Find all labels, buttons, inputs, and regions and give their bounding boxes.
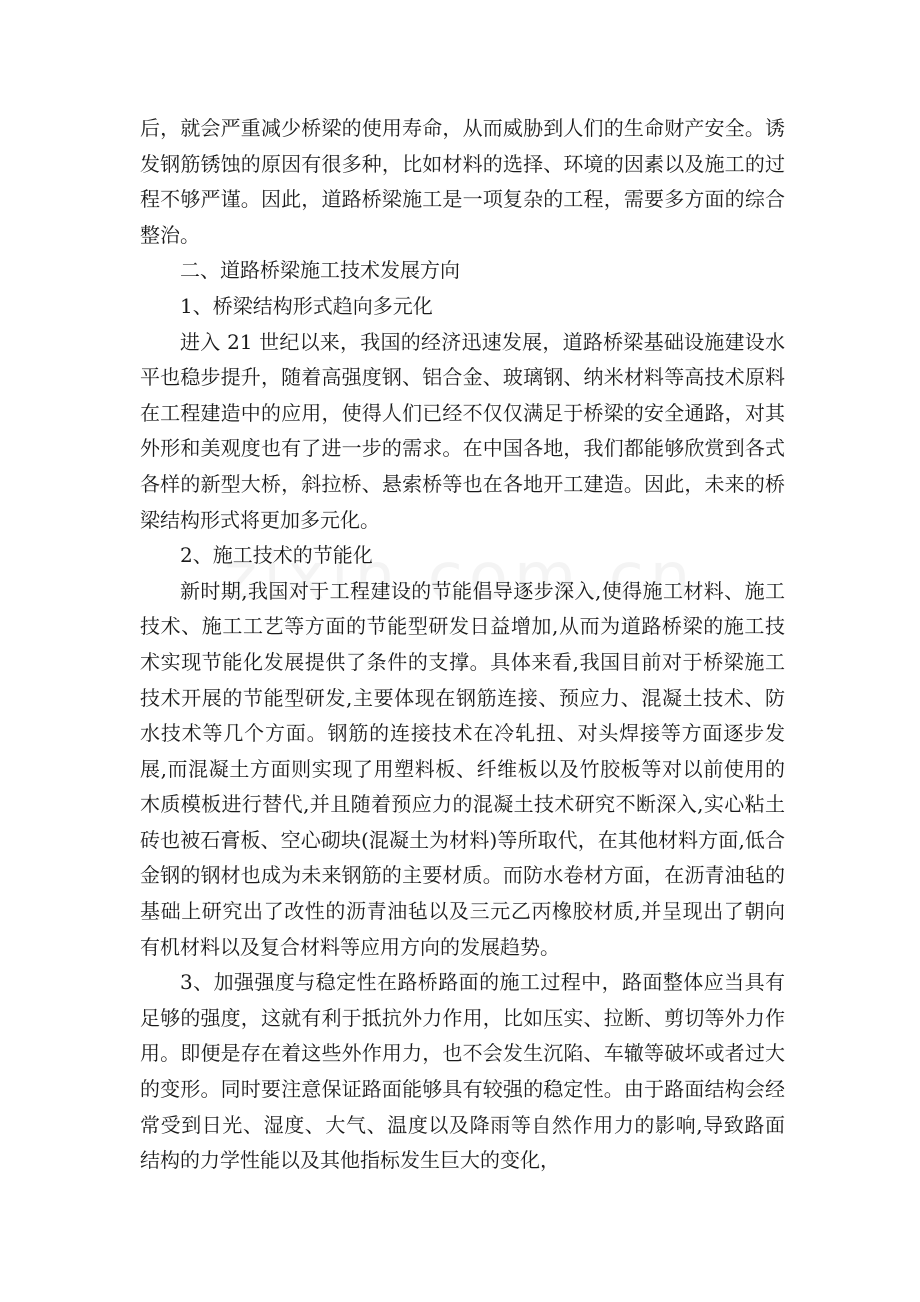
- paragraph-bridge-diversification: 进入 21 世纪以来，我国的经济迅速发展，道路桥梁基础设施建设水平也稳步提升，随着高强度钢、铝合金、玻璃钢、纳米材料等高技术原料在工程建造中的应用，使得人们已经不仅仅满足于桥梁的安全通路，对其外形和美观度也有了进一步的需求。在中国各地，我们都能够欣赏到各式各样的新型大桥，斜拉桥、悬索桥等也在各地开工建造。因此，未来的桥梁结构形式将更加多元化。: [140, 329, 785, 532]
- section-heading: 二、道路桥梁施工技术发展方向: [180, 258, 460, 283]
- paragraph-continuation: 后，就会严重减少桥梁的使用寿命，从而威胁到人们的生命财产安全。诱发钢筋锈蚀的原因有很多种，比如材料的选择、环境的因素以及施工的过程不够严谨。因此，道路桥梁施工是一项复杂的工程，需要多方面的综合整治。: [140, 116, 785, 247]
- subsection-heading-1: 1、桥梁结构形式趋向多元化: [180, 293, 433, 318]
- paragraph-energy-saving: 新时期,我国对于工程建设的节能倡导逐步深入,使得施工材料、施工技术、施工工艺等方面的节能型研发日益增加,从而为道路桥梁的施工技术实现节能化发展提供了条件的支撑。具体来看,我国目前对于桥梁施工技术开展的节能型研发,主要体现在钢筋连接、预应力、混凝土技术、防水技术等几个方面。钢筋的连接技术在冷轧扭、对头焊接等方面逐步发展,而混凝土方面则实现了用塑料板、纤维板以及竹胶板等对以前使用的木质模板进行替代,并且随着预应力的混凝土技术研究不断深入,实心粘土砖也被石膏板、空心砌块(混凝土为材料)等所取代，在其他材料方面,低合金钢的钢材也成为未来钢筋的主要材质。而防水卷材方面，在沥青油毡的基础上研究出了改性的沥青油毡以及三元乙丙橡胶材质,并呈现出了朝向有机材料以及复合材料等应用方向的发展趋势。: [140, 578, 785, 959]
- paragraph-strength-stability: 3、加强强度与稳定性在路桥路面的施工过程中，路面整体应当具有足够的强度，这就有利于抵抗外力作用，比如压实、拉断、剪切等外力作用。即便是存在着这些外作用力，也不会发生沉陷、车辙等破坏或者过大的变形。同时要注意保证路面能够具有较强的稳定性。由于路面结构会经常受到日光、湿度、大气、温度以及降雨等自然作用力的影响,导致路面结构的力学性能以及其他指标发生巨大的变化，: [140, 970, 785, 1173]
- subsection-heading-2: 2、施工技术的节能化: [180, 543, 373, 568]
- document-body: [140, 111, 785, 1179]
